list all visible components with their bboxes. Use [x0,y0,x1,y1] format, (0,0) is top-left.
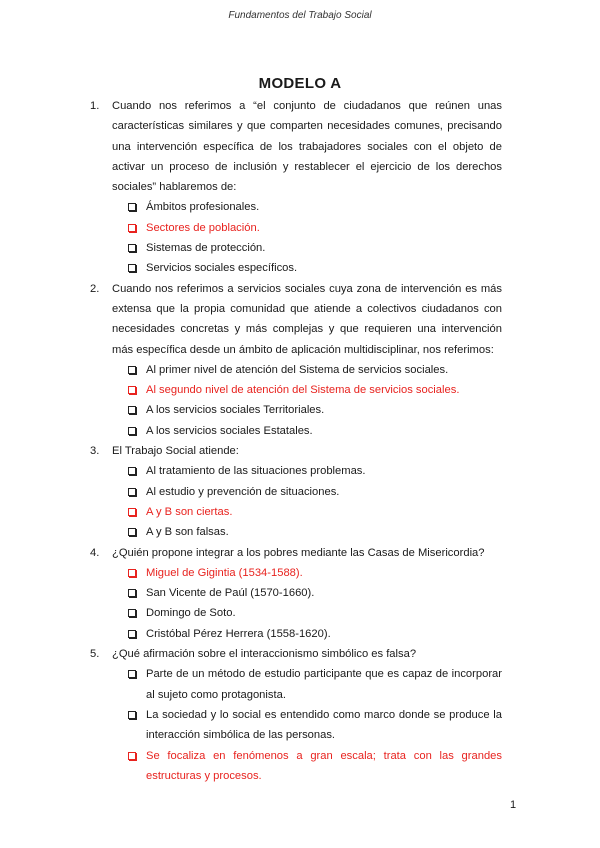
option: Ámbitos profesionales. [90,197,502,217]
option: A y B son falsas. [90,522,502,542]
page-title: MODELO A [258,75,342,92]
checkbox-icon [128,238,146,258]
question-5 [90,644,502,786]
checkbox-icon [128,603,146,623]
checkbox-icon [128,218,146,238]
checkbox-icon [128,421,146,441]
question-text: El Trabajo Social atiende: [112,445,239,458]
checkbox-icon [128,705,146,746]
option-list [90,197,502,278]
checkbox-icon [128,502,146,522]
option: Domingo de Soto. [90,603,502,623]
checkbox-icon [128,258,146,278]
checkbox-icon [128,482,146,502]
option: Sistemas de protección. [90,238,502,258]
question-2 [90,279,502,441]
question-number: 4. [90,546,100,559]
option: La sociedad y lo social es entendido como marco donde se produce la interacción simbólica de las personas. [90,705,502,746]
question-text: ¿Qué afirmación sobre el interaccionismo simbólico es falsa? [112,648,417,661]
question-text: Cuando nos referimos a “el conjunto de ciudadanos que reúnen unas características similares y que comparten necesidades comunes, precisando una intervención específica de los trabajadores sociales con el objeto de activar un proceso de inclusión y restablecer el ejercicio de los derechos sociales” hablaremos de: [112,100,502,194]
checkbox-icon [128,563,146,583]
question-text: Cuando nos referimos a servicios sociales cuya zona de intervención es más extensa que la propia comunidad que atiende a colectivos ciudadanos con necesidades concretas y más complejas y que requieren una intervención más específica desde un ámbito de aplicación multidisciplinar, nos referimos: [112,282,502,356]
checkbox-icon [128,583,146,603]
checkbox-icon [128,400,146,420]
option-correct: Miguel de Gigintia (1534-1588). [90,563,502,583]
option: Parte de un método de estudio participante que es capaz de incorporar al sujeto como protagonista. [90,664,502,705]
option-correct: A y B son ciertas. [90,502,502,522]
question-number: 3. [90,445,100,458]
option-correct: Sectores de población. [90,218,502,238]
question-text: ¿Quién propone integrar a los pobres mediante las Casas de Misericordia? [112,546,485,559]
option-list [90,664,502,786]
question-1 [90,96,502,279]
checkbox-icon [128,664,146,705]
option-correct: Se focaliza en fenómenos a gran escala; trata con las grandes estructuras y procesos. [90,746,502,787]
checkbox-icon [128,522,146,542]
checkbox-icon [128,746,146,787]
option-list [90,461,502,542]
option: Al tratamiento de las situaciones problemas. [90,461,502,481]
question-4 [90,543,502,644]
question-3 [90,441,502,542]
option: Al estudio y prevención de situaciones. [90,482,502,502]
checkbox-icon [128,624,146,644]
question-list [90,96,502,786]
page-number: 1 [510,799,517,811]
checkbox-icon [128,360,146,380]
question-number: 5. [90,648,100,661]
question-number: 1. [90,100,100,112]
option: A los servicios sociales Estatales. [90,421,502,441]
option: San Vicente de Paúl (1570-1660). [90,583,502,603]
running-header: Fundamentos del Trabajo Social [228,10,372,21]
question-number: 2. [90,282,100,295]
checkbox-icon [128,380,146,400]
checkbox-icon [128,197,146,217]
option: A los servicios sociales Territoriales. [90,400,502,420]
option: Cristóbal Pérez Herrera (1558-1620). [90,624,502,644]
checkbox-icon [128,461,146,481]
option: Al primer nivel de atención del Sistema de servicios sociales. [90,360,502,380]
option-list [90,563,502,644]
option-correct: Al segundo nivel de atención del Sistema de servicios sociales. [90,380,502,400]
option-list [90,360,502,441]
option: Servicios sociales específicos. [90,258,502,278]
